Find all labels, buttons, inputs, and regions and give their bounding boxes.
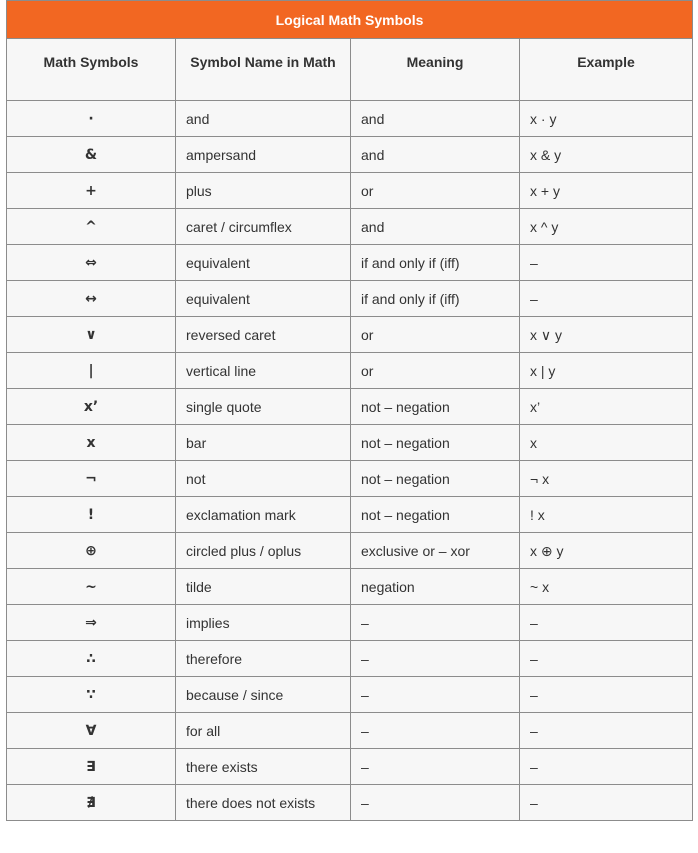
symbol-cell: ∄ <box>7 785 176 821</box>
meaning-cell: – <box>351 641 520 677</box>
symbol-name-cell: reversed caret <box>176 317 351 353</box>
column-header-example: Example <box>520 39 693 101</box>
symbol-cell: ∀ <box>7 713 176 749</box>
symbol-cell: ∴ <box>7 641 176 677</box>
symbol-cell: ~ <box>7 569 176 605</box>
table-row <box>7 785 693 821</box>
example-cell: x ⊕ y <box>520 533 693 569</box>
table-row <box>7 533 693 569</box>
table-row <box>7 281 693 317</box>
symbol-cell: + <box>7 173 176 209</box>
example-cell: – <box>520 749 693 785</box>
symbol-cell: ∃ <box>7 749 176 785</box>
meaning-cell: or <box>351 173 520 209</box>
example-cell: – <box>520 641 693 677</box>
table-header-row <box>7 39 693 101</box>
table-row <box>7 209 693 245</box>
example-cell: ¬ x <box>520 461 693 497</box>
meaning-cell: and <box>351 209 520 245</box>
table-row <box>7 101 693 137</box>
table-body <box>7 101 693 821</box>
meaning-cell: not – negation <box>351 425 520 461</box>
symbol-cell: ⇔ <box>7 245 176 281</box>
symbol-name-cell: because / since <box>176 677 351 713</box>
table-row <box>7 137 693 173</box>
example-cell: – <box>520 677 693 713</box>
meaning-cell: and <box>351 137 520 173</box>
table-row <box>7 389 693 425</box>
symbol-name-cell: vertical line <box>176 353 351 389</box>
symbol-name-cell: caret / circumflex <box>176 209 351 245</box>
example-cell: x + y <box>520 173 693 209</box>
symbol-name-cell: tilde <box>176 569 351 605</box>
example-cell: – <box>520 245 693 281</box>
meaning-cell: or <box>351 353 520 389</box>
symbol-cell: · <box>7 101 176 137</box>
example-cell: – <box>520 785 693 821</box>
example-cell: x <box>520 425 693 461</box>
table-row <box>7 569 693 605</box>
example-cell: x ^ y <box>520 209 693 245</box>
symbol-cell: ↔ <box>7 281 176 317</box>
meaning-cell: – <box>351 785 520 821</box>
symbol-name-cell: equivalent <box>176 281 351 317</box>
column-header-symbol-name: Symbol Name in Math <box>176 39 351 101</box>
symbol-cell: ∨ <box>7 317 176 353</box>
symbol-cell: ! <box>7 497 176 533</box>
table-row <box>7 677 693 713</box>
symbol-name-cell: ampersand <box>176 137 351 173</box>
symbol-name-cell: there does not exists <box>176 785 351 821</box>
table-row <box>7 497 693 533</box>
meaning-cell: if and only if (iff) <box>351 281 520 317</box>
example-cell: ~ x <box>520 569 693 605</box>
table-row <box>7 425 693 461</box>
table-row <box>7 317 693 353</box>
symbol-name-cell: single quote <box>176 389 351 425</box>
symbol-name-cell: for all <box>176 713 351 749</box>
example-cell: x & y <box>520 137 693 173</box>
example-cell: x | y <box>520 353 693 389</box>
symbol-name-cell: implies <box>176 605 351 641</box>
symbol-name-cell: exclamation mark <box>176 497 351 533</box>
example-cell: x ∨ y <box>520 317 693 353</box>
symbol-name-cell: not <box>176 461 351 497</box>
symbol-name-cell: circled plus / oplus <box>176 533 351 569</box>
table-row <box>7 173 693 209</box>
symbol-name-cell: and <box>176 101 351 137</box>
table-title: Logical Math Symbols <box>7 1 693 39</box>
symbol-name-cell: therefore <box>176 641 351 677</box>
meaning-cell: exclusive or – xor <box>351 533 520 569</box>
example-cell: – <box>520 605 693 641</box>
symbol-cell: ∵ <box>7 677 176 713</box>
example-cell: – <box>520 281 693 317</box>
meaning-cell: or <box>351 317 520 353</box>
logical-symbols-table-container <box>6 0 692 821</box>
symbol-cell: x’ <box>7 389 176 425</box>
symbol-cell: ⇒ <box>7 605 176 641</box>
example-cell: – <box>520 713 693 749</box>
meaning-cell: – <box>351 605 520 641</box>
table-title-row <box>7 1 693 39</box>
logical-symbols-table <box>6 0 693 821</box>
symbol-name-cell: bar <box>176 425 351 461</box>
example-cell: x’ <box>520 389 693 425</box>
meaning-cell: not – negation <box>351 389 520 425</box>
symbol-cell: ^ <box>7 209 176 245</box>
table-row <box>7 605 693 641</box>
meaning-cell: – <box>351 713 520 749</box>
meaning-cell: negation <box>351 569 520 605</box>
symbol-cell: ⊕ <box>7 533 176 569</box>
symbol-cell: & <box>7 137 176 173</box>
table-row <box>7 353 693 389</box>
example-cell: x · y <box>520 101 693 137</box>
symbol-cell: ¬ <box>7 461 176 497</box>
column-header-meaning: Meaning <box>351 39 520 101</box>
table-row <box>7 749 693 785</box>
symbol-name-cell: there exists <box>176 749 351 785</box>
meaning-cell: – <box>351 749 520 785</box>
example-cell: ! x <box>520 497 693 533</box>
table-row <box>7 713 693 749</box>
symbol-cell: | <box>7 353 176 389</box>
meaning-cell: not – negation <box>351 461 520 497</box>
table-row <box>7 641 693 677</box>
column-header-math-symbols: Math Symbols <box>7 39 176 101</box>
table-row <box>7 245 693 281</box>
symbol-cell: x <box>7 425 176 461</box>
table-row <box>7 461 693 497</box>
symbol-name-cell: equivalent <box>176 245 351 281</box>
meaning-cell: not – negation <box>351 497 520 533</box>
symbol-name-cell: plus <box>176 173 351 209</box>
meaning-cell: – <box>351 677 520 713</box>
meaning-cell: and <box>351 101 520 137</box>
meaning-cell: if and only if (iff) <box>351 245 520 281</box>
